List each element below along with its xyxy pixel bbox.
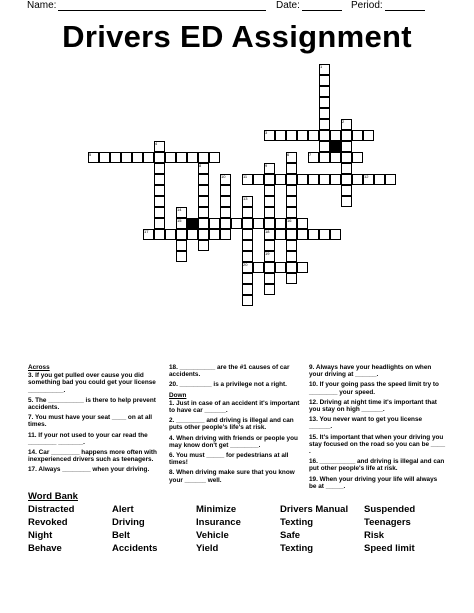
crossword-cell[interactable] [220,196,231,207]
clues-col3 [309,364,446,493]
crossword-cell[interactable] [253,262,264,273]
cell-number: 6 [287,152,290,157]
clue-down-19: 19. When your driving your life will always be at _____. [309,475,438,490]
crossword-cell[interactable] [143,229,154,240]
crossword-cell[interactable] [154,174,165,185]
clue-across-7: 7. You must have your seat ____ on at all times. [28,414,153,429]
crossword-cell[interactable] [286,174,297,185]
clue-across-14: 14. Car ________ happens more often with inexperienced drivers such as teenagers. [28,449,157,464]
crossword-cell[interactable] [319,152,330,163]
cell-number: 7 [309,152,312,157]
crossword-cell[interactable] [286,163,297,174]
crossword-cell[interactable] [363,174,374,185]
crossword-cell[interactable] [264,229,275,240]
crossword-cell[interactable] [143,152,154,163]
word-bank-item: Vehicle [196,530,229,541]
crossword-cell[interactable] [187,152,198,163]
clue-across-17: 17. Always ________ when your driving. [28,466,150,474]
crossword-cell[interactable] [275,262,286,273]
word-bank-item: Texting [280,517,314,528]
clue-down-8: 8. When driving make sure that you know your ______ well. [169,469,295,484]
clue-down-13: 13. You never want to get you license ______. [309,416,423,431]
clue-down-2: 2. ________ and driving is illegal and can puts other people's life's at risk. [169,417,294,432]
crossword-cell[interactable] [264,130,275,141]
crossword-cell[interactable] [286,229,297,240]
crossword-cell[interactable] [176,207,187,218]
crossword-cell[interactable] [242,174,253,185]
crossword-cell[interactable] [363,130,374,141]
crossword-cell[interactable] [110,152,121,163]
crossword-cell[interactable] [330,174,341,185]
cell-number: 20 [243,262,248,267]
crossword-cell[interactable] [253,174,264,185]
crossword-cell[interactable] [220,174,231,185]
crossword-cell[interactable] [264,284,275,295]
word-bank-item: Behave [28,543,62,554]
crossword-cell[interactable] [176,251,187,262]
crossword-cell[interactable] [341,152,352,163]
crossword-cell[interactable] [198,218,209,229]
word-bank-item: Revoked [28,517,68,528]
clue-down-16: 16. __________ and driving is illegal and can put other people's life at risk. [309,458,445,473]
crossword-cell[interactable] [198,207,209,218]
crossword-cell[interactable] [176,240,187,251]
word-bank-item: Teenagers [364,517,411,528]
crossword-cell[interactable] [176,229,187,240]
clue-down-15: 15. It's important that when your driving you stay focused on the road so you can be ____ . [309,433,446,456]
cell-number: 13 [243,196,248,201]
crossword-cell[interactable] [319,229,330,240]
crossword-cell[interactable] [242,284,253,295]
word-bank-item: Suspended [364,504,416,515]
crossword-cell[interactable] [176,218,187,229]
crossword-cell[interactable] [154,207,165,218]
clue-down-4: 4. When driving with friends or people you may know don't get ________. [169,434,298,449]
word-bank-item: Yield [196,543,219,554]
crossword-cell[interactable] [352,130,363,141]
down-heading: Down [169,391,187,399]
crossword-cell[interactable] [297,174,308,185]
clue-across-11: 11. If your not used to your car read the ________ _______. [28,431,148,446]
cell-number: 17 [144,229,149,234]
crossword-cell[interactable] [220,218,231,229]
crossword-cell[interactable] [308,229,319,240]
cell-number: 15 [177,218,182,223]
crossword-cell[interactable] [319,130,330,141]
word-bank-item: Texting [280,543,314,554]
crossword-cell[interactable] [187,229,198,240]
crossword-cell[interactable] [264,240,275,251]
crossword-cell[interactable] [88,152,99,163]
crossword-cell[interactable] [242,262,253,273]
word-bank-title: Word Bank [28,491,78,502]
crossword-cell[interactable] [209,218,220,229]
crossword-cell[interactable] [275,229,286,240]
crossword-block [187,218,198,229]
crossword-cell[interactable] [341,141,352,152]
clue-across-5: 5. The __________ is there to help prevent accidents. [28,396,156,412]
crossword-cell[interactable] [242,273,253,284]
crossword-cell[interactable] [275,130,286,141]
cell-number: 5 [89,152,92,157]
crossword-cell[interactable] [330,130,341,141]
crossword-cell[interactable] [198,163,209,174]
crossword-cell[interactable] [198,196,209,207]
crossword-cell[interactable] [99,152,110,163]
crossword-cell[interactable] [341,196,352,207]
crossword-cell[interactable] [154,185,165,196]
crossword-cell[interactable] [330,152,341,163]
crossword-block [330,141,341,152]
word-bank-item: Insurance [196,517,241,528]
crossword-cell[interactable] [319,97,330,108]
crossword-cell[interactable] [165,152,176,163]
crossword-cell[interactable] [242,229,253,240]
cell-number: 19 [265,251,270,256]
word-bank-item: Belt [112,530,130,541]
clue-across-3: 3. If you get pulled over cause you did something bad you could get your license __________. [28,372,156,394]
crossword-cell[interactable] [198,240,209,251]
word-bank-item: Driving [112,517,145,528]
crossword-cell[interactable] [341,119,352,130]
cell-number: 4 [155,141,158,146]
crossword-cell[interactable] [154,141,165,152]
crossword-cell[interactable] [198,229,209,240]
crossword-cell[interactable] [319,86,330,97]
crossword-cell[interactable] [297,262,308,273]
crossword-cell[interactable] [264,196,275,207]
crossword-cell[interactable] [286,185,297,196]
crossword-cell[interactable] [242,196,253,207]
date-label: Date: [276,0,300,11]
crossword-cell[interactable] [286,262,297,273]
clue-down-9: 9. Always have your headlights on when your driving at ______. [309,364,432,379]
period-label: Period: [351,0,383,11]
clue-down-12: 12. Driving at night time it's important that you stay on high ______. [309,398,437,414]
crossword-cell[interactable] [242,295,253,306]
crossword-cell[interactable] [165,229,176,240]
crossword-cell[interactable] [286,196,297,207]
cell-number: 9 [265,163,268,168]
crossword-cell[interactable] [297,218,308,229]
crossword-cell[interactable] [319,64,330,75]
word-bank-item: Safe [280,530,301,541]
word-bank-item: Distracted [28,504,75,515]
crossword-cell[interactable] [286,218,297,229]
crossword-cell[interactable] [308,152,319,163]
page-title: Drivers ED Assignment [62,19,412,54]
clues-col2 [169,364,305,487]
crossword-cell[interactable] [286,251,297,262]
crossword-cell[interactable] [209,152,220,163]
crossword-cell[interactable] [264,185,275,196]
crossword-cell[interactable] [231,218,242,229]
crossword-cell[interactable] [209,229,220,240]
crossword-cell[interactable] [121,152,132,163]
cell-number: 8 [199,163,202,168]
crossword-cell[interactable] [253,218,264,229]
crossword-cell[interactable] [220,207,231,218]
word-bank-item: Speed limit [364,543,415,554]
crossword-cell[interactable] [176,152,187,163]
crossword-cell[interactable] [264,174,275,185]
crossword-cell[interactable] [319,108,330,119]
crossword-cell[interactable] [264,163,275,174]
crossword-cell[interactable] [154,229,165,240]
crossword-cell[interactable] [264,273,275,284]
crossword-cell[interactable] [264,218,275,229]
clue-across-20: 20. _________ is a privilege not a right. [169,381,287,389]
crossword-cell[interactable] [341,130,352,141]
cell-number: 18 [265,229,270,234]
cell-number: 1 [320,64,323,69]
crossword-cell[interactable] [286,240,297,251]
across-heading: Across [28,364,50,371]
clue-down-10: 10. If your going pass the speed limit try to ________ your speed. [309,381,439,396]
crossword-cell[interactable] [264,207,275,218]
crossword-cell[interactable] [385,174,396,185]
crossword-cell[interactable] [154,196,165,207]
crossword-cell[interactable] [220,229,231,240]
crossword-cell[interactable] [242,240,253,251]
cell-number: 16 [287,218,292,223]
crossword-cell[interactable] [154,152,165,163]
word-bank-item: Night [28,530,53,541]
clue-down-1: 1. Just in case of an accident it's important to have car ______. [169,399,300,415]
crossword-cell[interactable] [341,185,352,196]
crossword-cell[interactable] [341,163,352,174]
crossword-cell[interactable] [352,152,363,163]
cell-number: 10 [221,174,226,179]
crossword-cell[interactable] [198,152,209,163]
crossword-cell[interactable] [330,229,341,240]
crossword-cell[interactable] [132,152,143,163]
crossword-cell[interactable] [319,119,330,130]
word-bank-item: Minimize [196,504,237,515]
name-label: Name: [27,0,57,11]
crossword-cell[interactable] [154,163,165,174]
crossword-cell[interactable] [286,130,297,141]
across-clues-col1 [28,364,164,477]
crossword-cell[interactable] [308,130,319,141]
crossword-cell[interactable] [198,174,209,185]
cell-number: 2 [342,119,345,124]
crossword-cell[interactable] [242,218,253,229]
cell-number: 14 [177,207,182,212]
crossword-cell[interactable] [352,174,363,185]
crossword-cell[interactable] [198,185,209,196]
crossword-cell[interactable] [341,174,352,185]
cell-number: 11 [243,174,248,179]
crossword-cell[interactable] [154,218,165,229]
crossword-cell[interactable] [286,273,297,284]
crossword-cell[interactable] [297,229,308,240]
crossword-cell[interactable] [319,141,330,152]
crossword-cell[interactable] [264,251,275,262]
crossword-cell[interactable] [286,207,297,218]
crossword-cell[interactable] [319,174,330,185]
crossword-cell[interactable] [308,174,319,185]
word-bank-item: Risk [364,530,385,541]
word-bank-item: Alert [112,504,134,515]
crossword-cell[interactable] [242,251,253,262]
crossword-cell[interactable] [220,185,231,196]
crossword-cell[interactable] [275,218,286,229]
cell-number: 12 [364,174,369,179]
clue-across-18: 18. __________ are the #1 causes of car accidents. [169,364,290,379]
word-bank-item: Accidents [112,543,158,554]
crossword-cell[interactable] [374,174,385,185]
crossword-cell[interactable] [286,152,297,163]
clue-down-6: 6. You must _____ for pedestrians at all times! [169,452,289,467]
crossword-cell[interactable] [264,262,275,273]
word-bank-item: Drivers Manual [280,504,349,515]
crossword-cell[interactable] [297,130,308,141]
crossword-cell[interactable] [275,174,286,185]
crossword-cell[interactable] [242,207,253,218]
cell-number: 3 [265,130,268,135]
crossword-cell[interactable] [319,75,330,86]
